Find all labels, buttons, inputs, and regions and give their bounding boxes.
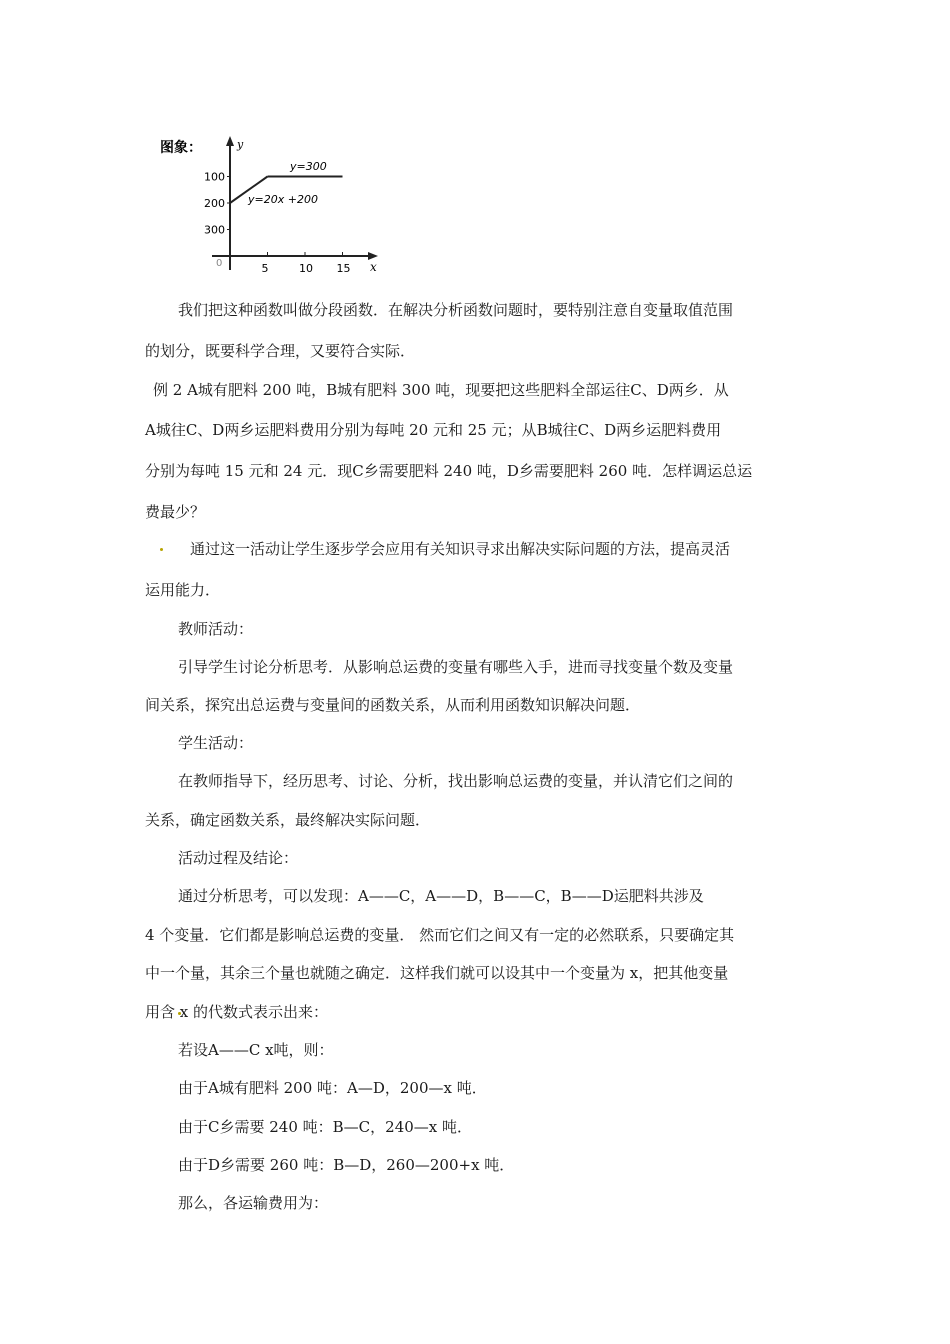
line2-label: y=300 [290, 160, 327, 173]
paragraph-line: 运用能力． [145, 581, 221, 599]
section-heading: 学生活动： [178, 734, 254, 752]
section-heading: 活动过程及结论： [178, 849, 299, 867]
x-axis-label: x [370, 260, 377, 274]
paragraph-line: 的划分，既要科学合理，又要符合实际． [145, 342, 416, 360]
y-axis-arrow [226, 136, 234, 146]
paragraph-line: 在教师指导下，经历思考、讨论、分析，找出影响总运费的变量，并认清它们之间的 [178, 772, 734, 790]
paragraph-line: 由于A城有肥料 200 吨：A—D，200—x 吨． [178, 1079, 487, 1097]
paragraph-line: 那么，各运输费用为： [178, 1194, 329, 1212]
x-tick-label: 5 [261, 262, 269, 275]
paragraph-line: 引导学生讨论分析思考．从影响总运费的变量有哪些入手，进而寻找变量个数及变量 [178, 658, 734, 676]
paragraph-line: 由于D乡需要 260 吨：B—D，260—200+x 吨． [178, 1156, 515, 1174]
paragraph-line: 4 个变量．它们都是影响总运费的变量． 然而它们之间又有一定的必然联系，只要确定其 [145, 926, 735, 944]
paragraph-line: 中一个量，其余三个量也就随之确定．这样我们就可以设其中一个变量为 x，把其他变量 [145, 964, 729, 982]
x-tick-label: 15 [336, 262, 351, 275]
y-axis-label: y [237, 138, 244, 151]
axis-ticks [204, 171, 351, 276]
example-line: 例 2 A城有肥料 200 吨，B城有肥料 300 吨，现要把这些肥料全部运往C、D两乡．从 [153, 381, 729, 399]
paragraph-line: 若设A——C x吨，则： [178, 1041, 334, 1059]
example-line: 分别为每吨 15 元和 24 元．现C乡需要肥料 240 吨，D乡需要肥料 260 吨．怎样调运总运 [145, 462, 753, 480]
paragraph-line: 通过这一活动让学生逐步学会应用有关知识寻求出解决实际问题的方法，提高灵活 [190, 540, 731, 558]
origin-label: 0 [216, 258, 223, 269]
paragraph-line: 我们把这种函数叫做分段函数．在解决分析函数问题时，要特别注意自变量取值范围 [178, 301, 734, 319]
paragraph-line: 用含 x 的代数式表示出来： [145, 1003, 328, 1021]
example-line: A城往C、D两乡运肥料费用分别为每吨 20 元和 25 元；从B城往C、D两乡运肥料费用 [145, 421, 722, 439]
example-line: 费最少？ [145, 503, 206, 521]
section-heading: 教师活动： [178, 620, 254, 638]
x-axis-arrow [368, 252, 378, 260]
piecewise-function-graph [150, 120, 395, 285]
paragraph-line: 间关系，探究出总运费与变量间的函数关系，从而利用函数知识解决问题． [145, 696, 641, 714]
y-tick-label: 200 [204, 197, 225, 210]
x-tick-label: 10 [299, 262, 313, 275]
paragraph-line: 由于C乡需要 240 吨：B—C，240—x 吨． [178, 1118, 473, 1136]
graph-label: 图象： [160, 140, 202, 156]
y-tick-label: 300 [204, 223, 225, 237]
line1-label: y=20x +200 [248, 193, 318, 206]
y-tick-label: 100 [204, 170, 225, 184]
graph-svg [150, 120, 395, 285]
paragraph-line: 关系，确定函数关系，最终解决实际问题． [145, 811, 431, 829]
paragraph-line: 通过分析思考，可以发现：A——C，A——D，B——C，B——D运肥料共涉及 [178, 887, 704, 905]
